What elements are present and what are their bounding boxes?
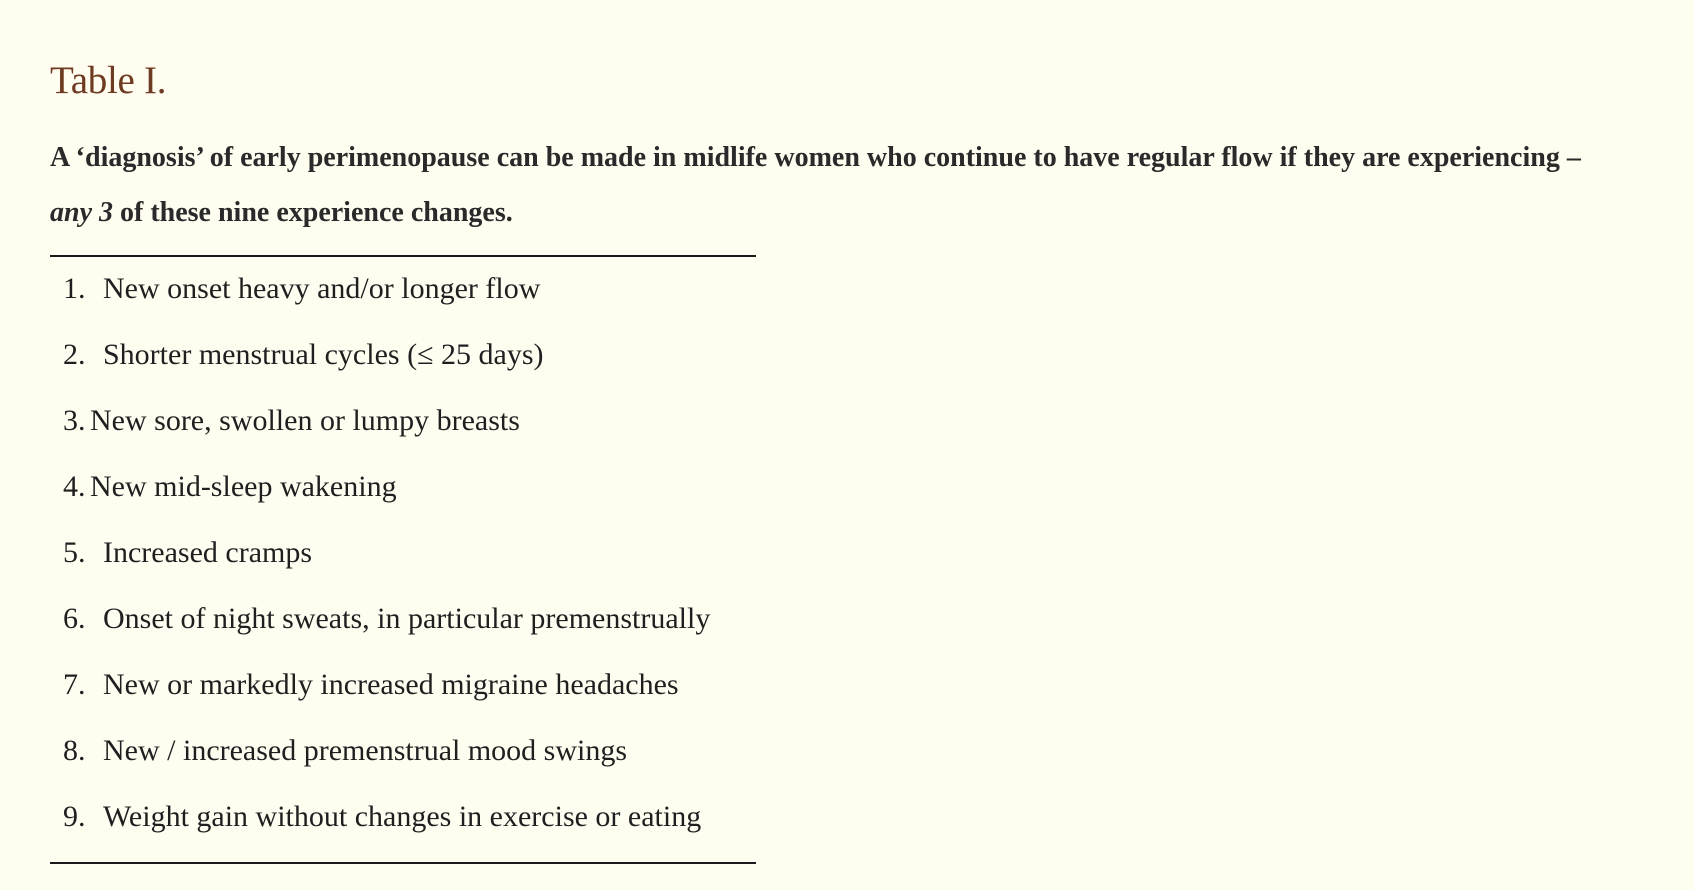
criteria-table xyxy=(50,255,756,864)
table-title: Table I. xyxy=(50,59,167,102)
criteria-text: New onset heavy and/or longer flow xyxy=(103,272,541,305)
caption-emphasis: any 3 xyxy=(50,197,113,228)
criteria-text: Onset of night sweats, in particular premenstrually xyxy=(103,602,711,635)
criteria-number: 8. xyxy=(63,734,86,767)
caption-text-end: of these nine experience changes. xyxy=(113,197,513,228)
criteria-text: Shorter menstrual cycles (≤ 25 days) xyxy=(103,338,544,371)
criteria-row-8 xyxy=(50,725,756,791)
criteria-text: New mid-sleep wakening xyxy=(90,470,397,503)
criteria-row-2 xyxy=(50,329,756,395)
criteria-number: 1. xyxy=(63,272,86,305)
criteria-row-7 xyxy=(50,659,756,725)
criteria-text: Increased cramps xyxy=(103,536,313,569)
caption-text-start: A ‘diagnosis’ of early perimenopause can be made in midlife women who continue to have regular flow if they are experiencing – xyxy=(50,142,1581,173)
criteria-row-4 xyxy=(50,461,756,527)
table-caption xyxy=(50,130,1610,240)
criteria-text: Weight gain without changes in exercise or eating xyxy=(103,800,702,833)
criteria-row-6 xyxy=(50,593,756,659)
criteria-row-5 xyxy=(50,527,756,593)
criteria-text: New or markedly increased migraine headaches xyxy=(103,668,679,701)
criteria-number: 7. xyxy=(63,668,86,701)
criteria-text: New / increased premenstrual mood swings xyxy=(103,734,628,767)
criteria-number: 2. xyxy=(63,338,86,371)
criteria-text: New sore, swollen or lumpy breasts xyxy=(90,404,520,437)
criteria-number: 9. xyxy=(63,800,86,833)
criteria-number: 3. xyxy=(63,404,86,437)
criteria-number: 4. xyxy=(63,470,86,503)
criteria-row-9 xyxy=(50,791,756,857)
criteria-number: 5. xyxy=(63,536,86,569)
criteria-row-1 xyxy=(50,263,756,329)
criteria-number: 6. xyxy=(63,602,86,635)
criteria-row-3 xyxy=(50,395,756,461)
